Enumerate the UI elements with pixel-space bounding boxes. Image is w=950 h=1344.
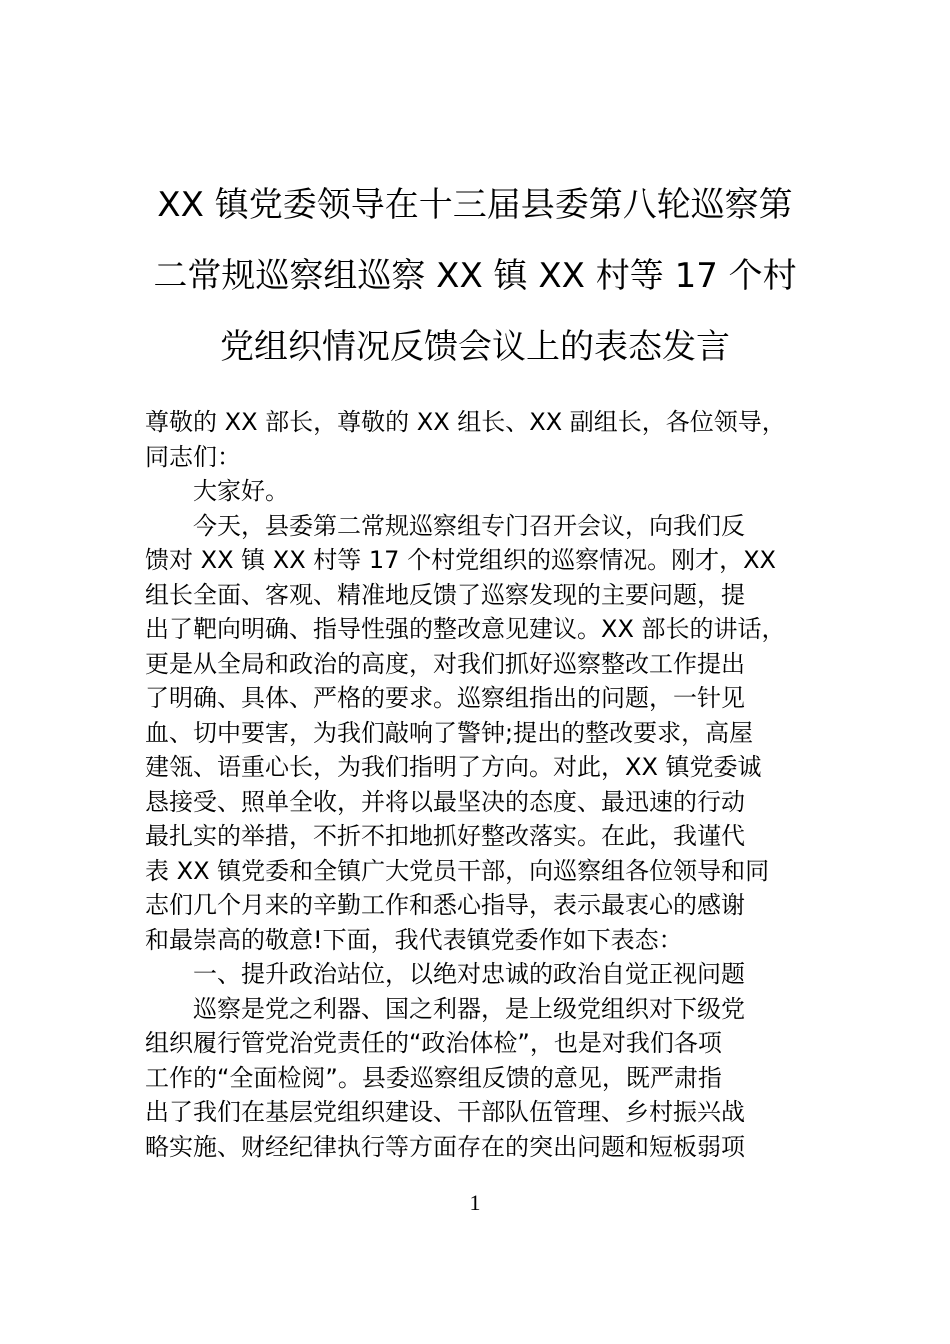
paragraph-line: 今天，县委第二常规巡察组专门召开会议，向我们反	[193, 511, 745, 540]
paragraph-line: 了明确、具体、严格的要求。巡察组指出的问题，一针见	[145, 684, 745, 712]
paragraph-line: 恳接受、照单全收，并将以最坚决的态度、最迅速的行动	[145, 787, 745, 816]
paragraph-line: 馈对 XX 镇 XX 村等 17 个村党组织的巡察情况。刚才，XX	[145, 546, 776, 574]
salutation-line: 尊敬的 XX 部长，尊敬的 XX 组长、XX 副组长，各位领导，	[145, 408, 786, 436]
paragraph-line: 略实施、财经纪律执行等方面存在的突出问题和短板弱项	[145, 1132, 745, 1161]
salutation-line: 同志们：	[145, 442, 241, 471]
greeting-line: 大家好。	[193, 477, 289, 505]
paragraph-line: 血、切中要害，为我们敲响了警钟;提出的整改要求，高屋	[145, 718, 754, 747]
paragraph-line: 最扎实的举措，不折不扣地抓好整改落实。在此，我谨代	[145, 822, 745, 850]
title-line: 党组织情况反馈会议上的表态发言	[220, 327, 730, 367]
paragraph-line: 表 XX 镇党委和全镇广大党员干部，向巡察组各位领导和同	[145, 856, 770, 885]
paragraph-line: 组长全面、客观、精准地反馈了巡察发现的主要问题，提	[145, 580, 745, 609]
paragraph-line: 更是从全局和政治的高度，对我们抓好巡察整改工作提出	[145, 649, 745, 678]
document-title	[120, 170, 830, 383]
paragraph-line: 工作的“全面检阅”。县委巡察组反馈的意见，既严肃指	[145, 1063, 722, 1092]
paragraph-line: 建瓴、语重心长，为我们指明了方向。对此，XX 镇党委诚	[145, 753, 762, 781]
document-body	[145, 405, 835, 1164]
paragraph-line: 巡察是党之利器、国之利器，是上级党组织对下级党	[193, 994, 745, 1023]
paragraph-line: 出了我们在基层党组织建设、干部队伍管理、乡村振兴战	[145, 1098, 745, 1126]
paragraph-line: 志们几个月来的辛勤工作和悉心指导，表示最衷心的感谢	[145, 891, 745, 919]
paragraph-line: 组织履行管党治党责任的“政治体检”，也是对我们各项	[145, 1029, 722, 1057]
page-number: 1	[469, 1190, 481, 1215]
title-line: 二常规巡察组巡察 XX 镇 XX 村等 17 个村	[153, 256, 797, 296]
paragraph-line: 出了靶向明确、指导性强的整改意见建议。XX 部长的讲话，	[145, 615, 786, 643]
title-line: XX 镇党委领导在十三届县委第八轮巡察第	[157, 185, 793, 225]
section-heading: 一、提升政治站位，以绝对忠诚的政治自觉正视问题	[193, 960, 745, 988]
paragraph-line: 和最崇高的敬意!下面，我代表镇党委作如下表态：	[145, 925, 683, 954]
